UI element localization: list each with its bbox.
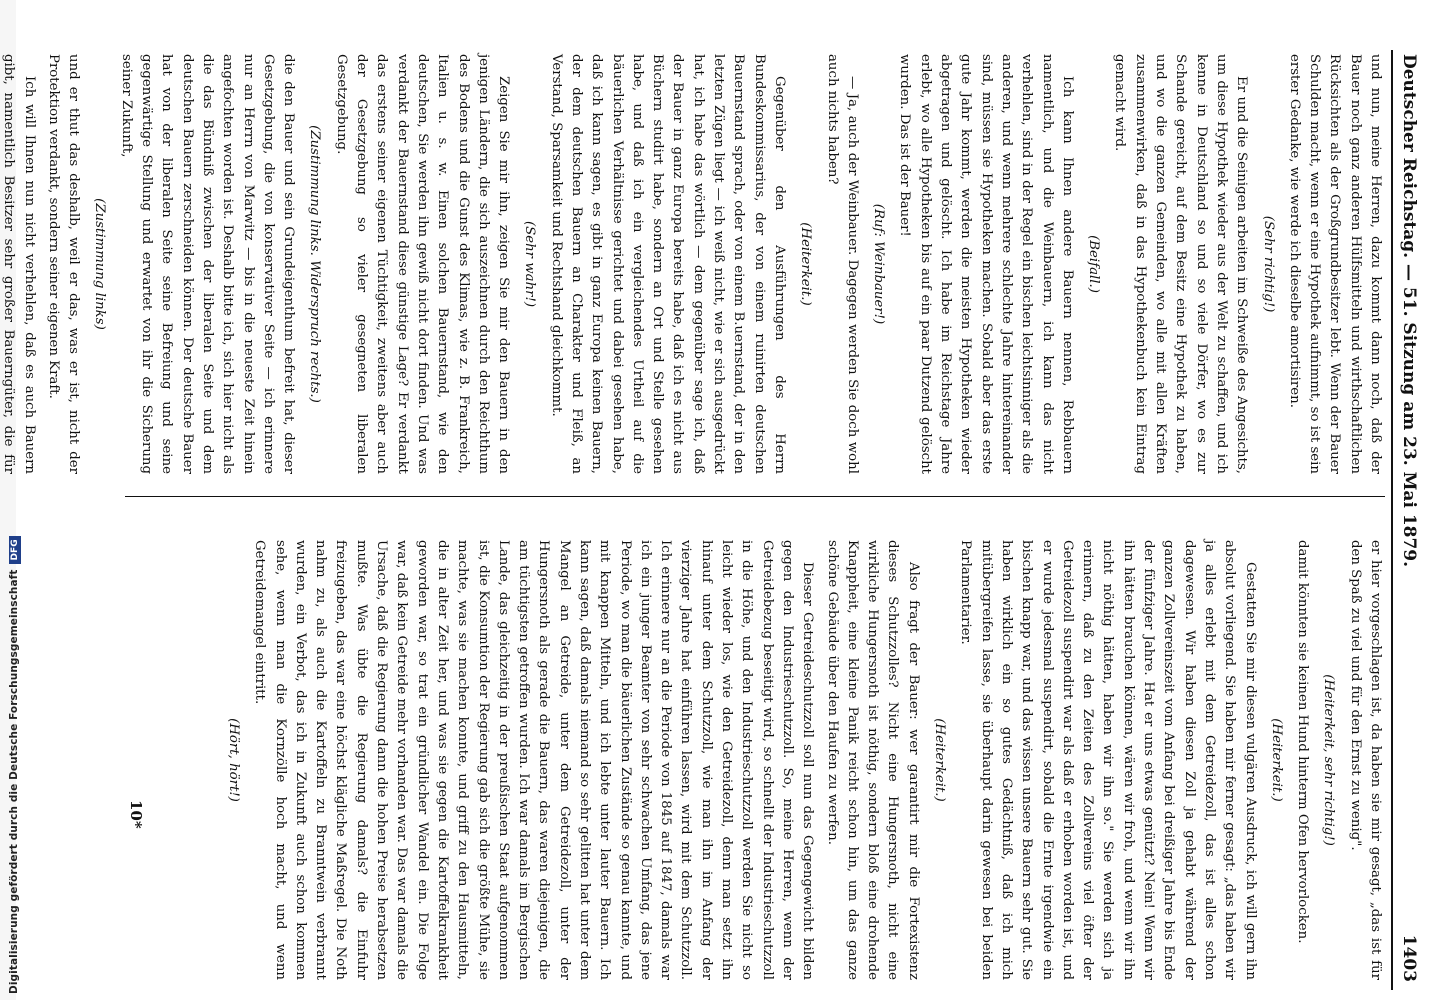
dfg-logo: DFG (9, 536, 21, 563)
page-footer-mark: 10* (127, 800, 145, 829)
interjection: (Heiterkeit, sehr richtig!) (1321, 674, 1337, 846)
interjection: (Heiterkeit.) (1268, 718, 1284, 802)
page-number: 1403 (1399, 934, 1419, 982)
paragraph: Ich will Ihnen nun nicht verhehlen, daß es auch Bauern gibt, namentlich Besitzer sehr großer Bauerngüter, die für (1, 54, 37, 474)
paragraph: er hier vorgeschlagen ist, da haben sie mir gesagt, „das ist für den Spaß zu viel und für den Ernst zu wenig". (1347, 540, 1383, 980)
paragraph: Dieser Getreideschutzzoll soll nun das Gegengewicht bilden gegen den Industrieschutzzoll. So, meine Herren, wenn der Getreidebezug beseitigt wird, so schnellt der Industrieschutzzoll in die Höhe, und den Industrieschutzzoll werden Sie nicht so leicht wieder los, wie den Getreidezoll, denn man setzt ihn hinauf unter dem Schutzzoll, wie man ihn im Anfang der vierziger Jahre hat einführen lassen, wird mit dem Schutzzoll. Ich erinnere nur an die Periode von 1845 auf 1847, damals war ich ein junger Beamter von sehr schwachen Umfang, das jene Periode, wo man die bäuerlichen Zustände so genau kannte, und mit knappen Mitteln, und ich lebte unter lauter Bauern. Ich kann sagen, daß damals niemand so sehr gelitten hat unter dem Mangel an Getreide, unter dem Getreidezoll, unter der Hungersnoth als gerade die Bauern, das waren diejenigen, die am tüchtigsten getroffen wurden. Ich war damals im Bergischen Lande, das gleichzeitig in der preußischen Staat aufgenommen ist, die Konsumtion der Regierung gab sich die größte Mühe, sie machte, was sie machen konnte, und griff zu den Hausmitteln, die in alter Zeit her, und was sie gegen die Kartoffelkrankheit geworden war, so trat ein gründlicher Wandel ein. Die Folge war, daß kein Getreide mehr vorhanden war. Das war damals die Ursache, daß die Regierung dann die hohen Preise herabsetzen mußte. Was übte die Regierung damals? die Einfuhr freizugeben, das war eine höchst klägliche Maßregel. Die Noth nahm zu, als auch die Kartoffeln zu Branntwein verbrannt wurden, ein Verbot, das ich in Zukunft auch schon kommen sehe, wenn man die Kornzölle hoch macht, und wenn Getreidemangel eintritt. (252, 540, 816, 980)
column-divider (125, 496, 1385, 497)
page-header (1395, 10, 1425, 990)
paragraph: und nun, meine Herren, dazu kommt dann noch, daß der Bauer noch ganz anderen Hülfsmitteln und wirthschaftlichen Rücksichten als der Großgrundbesitzer lebt. Wenn der Bauer Schulden macht, wenn er eine Hypothek aufnimmt, so ist sein erster Gedanke, wie werde ich dieselbe amortisiren. (1286, 54, 1383, 474)
header-title: Deutscher Reichstag. — 51. Sitzung am 23. Mai 1879. (1399, 54, 1419, 568)
paragraph: Er und die Seinigen arbeiten im Schweiße des Angesichts, um diese Hypothek wieder aus der Welt zu schaffen, und ich kenne in Deutschland so und so viele Dörfer, wo es zur Schande gereicht, auf dem Besitz eine Hypothek zu haben, und wo die ganzen Gemeinden, wo alle mit allen Kräften zusammenwirken, daß in das Hypothekenbuch kein Eintrag gemacht wird. (1112, 54, 1250, 474)
paragraph: Gegenüber den Ausführungen des Herrn Bundeskommissarius, der von einem ruinirten deutschen Bauernstand sprach, oder von einem B.uernstand, der in den letzten Zügen liegt — ich weiß nicht, wie er sich ausgedrückt hat, ich habe das wörtlich — dem gegenüber sage ich, daß der Bauer in ganz Europa bereits habe, daß ich es nicht aus Büchern studirt habe, sondern an Ort und Stelle gesehen habe, und daß ich ein vergleichendes Urtheil auf die bäuerlichen Verhältnisse gerichtet und dabei gesehen habe, daß ich kann sagen, es gibt in ganz Europa keinen Bauern, der dem deutschen Bauern an Charakter und Fleiß, an Verstand, Sparsamkeit und Rechtshand gleichkommt. (548, 54, 787, 474)
interjection: (Hört, hört!) (225, 718, 241, 802)
interjection: (Zustimmung links) (92, 198, 108, 330)
paragraph: die den Bauer und sein Grundeigenthum befreit hat, dieser Gesetzgebung, die von konservativer Seite — ich erinnere nur an Herrn von Marwitz — bis in die neueste Zeit hinein angefochten worden ist. Deshalb bitte ich, sich hier nicht als die das Bündniß zwischen der liberalen Seite und dem deutschen Bauern zerschneiden können. Der deutsche Bauer hat von der liberalen Seite seine Befreiung und seine gegenwärtige Stellung und erwartet von ihr die Sicherung seiner Zukunft, (118, 54, 297, 474)
paragraph: Also fragt der Bauer: wer garantirt mir die Fortexistenz dieses Schutzzolles? Nicht eine Hungersnoth, nicht eine wirkliche Hungersnoth ist nöthig, sondern bloß eine drohende Knappheit, eine kleine Panik reicht schon hin, um das ganze schöne Gebäude über den Haufen zu werfen. (824, 540, 921, 980)
interjection: (Beifall.) (1086, 235, 1102, 293)
paragraph: Zeigen Sie mir ihn, zeigen Sie mir den Bauern in den jenigen Ländern, die sich auszeichnen durch den Reichthum des Bodens und die Gunst des Klimas, wie z. B. Frankreich, Italien u. s. w. Einen solchen Bauernstand, wie den deutschen, Sie werden ihn gewiß nicht dort finden. Und was verdankt der Bauernstand diese günstige Lage? Er verdankt das erstens seiner eigenen Tüchtigkeit, zweitens aber auch der Gesetzgebung so vieler gesegneten liberalen Gesetzgebung. (333, 54, 512, 474)
interjection: (Heiterkeit.) (798, 222, 814, 306)
paragraph: Gestatten Sie mir diesen vulgären Ausdruck, ich will gern ihn absolut vorliegend. Sie haben mir ferner gesagt: „das haben wir ja alles erlebt mit dem Getreidezoll, das ist alles schon dagewesen. Wir haben diesen Zoll ja gehabt während der ganzen Zollvereinszeit vom Anfang bei dreißiger Jahre bis Ende der fünfziger Jahre. Hat er uns etwas genützt? Nein! Wenn wir ihn hätten brauchen können, wären wir froh, und wenn wir ihn nicht nöthig hätten, haben wir ihn so." Sie werden sich ja erinnern, daß zu den Zeiten des Zollvereins viel öfter der Getreidezoll suspendirt war als daß er erhoben worden ist, und er wurde jedesmal suspendirt, sobald die Ernte irgendwie ein bischen knapp war, und das wissen unsere Bauern sehr gut. Sie haben wirklich ein so gutes Gedächtniß, daß ich mich mitübergreifen lasse, sie überhaupt darin gewesen bei beiden Parlamentarier. (958, 540, 1258, 980)
paragraph: Ich kann Ihnen andere Bauern nennen, Rebbauern namentlich, und die Weinbauern, ich kann das nicht verhehlen, sind in der Regel ein bischen leichtsinniger als die anderen, und wenn mehrere schlechte Jahre hintereinander sind, müssen sie Hypotheken machen. Sobald aber das erste gute Jahr kommt, werden die meisten Hypotheken wieder abgetragen und gelöscht. Ich habe im Reichstage Jahre erlebt, wo alle Hypotheken bis auf ein paar Dutzend gelöscht wurden. Das ist der Bauer! (897, 54, 1075, 474)
interjection: (Zustimmung links. Widerspruch rechts.) (307, 125, 323, 403)
left-column (1, 54, 1385, 474)
paragraph: und er thut das deshalb, weil er das, was er ist, nicht der Protektion verdankt, sondern seiner eigenen Kraft. (45, 54, 82, 474)
digitization-credit-text: Digitalisierung gefördert durch die Deutsche Forschungsgemeinschaft (8, 569, 20, 994)
right-column (145, 540, 1385, 980)
interjection: (Sehr wahr!) (522, 220, 538, 308)
interjection: (Sehr richtig!) (1260, 215, 1276, 313)
paragraph: damit könnten sie keinen Hund hinterm Ofen hervorlocken. (1295, 540, 1311, 944)
digitization-credit-label (8, 536, 21, 994)
paragraph: — Ja, auch der Weinbauer. Dagegen werden Sie doch wohl auch nichts haben? (824, 54, 860, 474)
header-rule (1392, 50, 1394, 990)
interjection: (Ruf: Weinbauer!) (871, 203, 887, 325)
interjection: (Heiterkeit.) (932, 718, 948, 802)
